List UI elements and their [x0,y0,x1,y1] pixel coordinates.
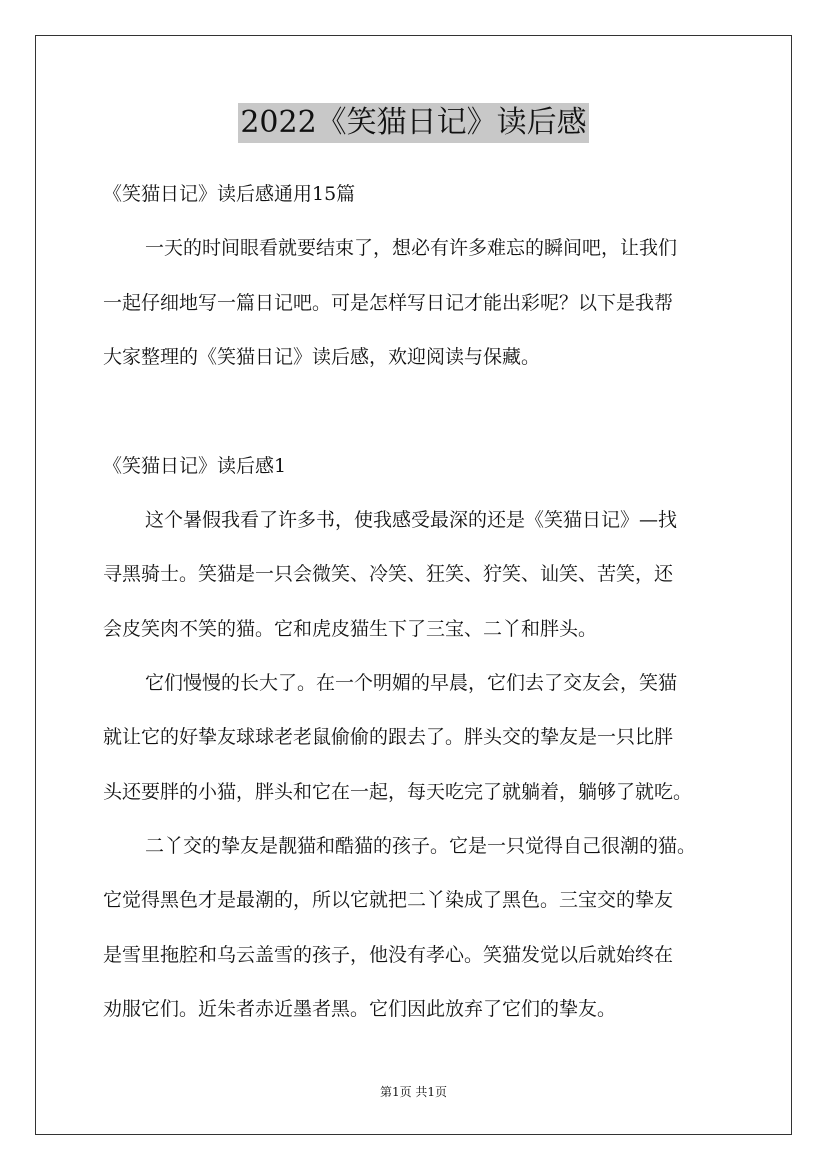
intro-line-2: 一起仔细地写一篇日记吧。可是怎样写日记才能出彩呢？以下是我帮 [103,292,674,314]
page-footer: 第1页 共1页 [379,1085,448,1099]
paragraph2-line-2: 就让它的好挚友球球老老鼠偷偷的跟去了。胖头交的挚友是一只比胖 [103,726,674,748]
intro-line-1: 一天的时间眼看就要结束了，想必有许多难忘的瞬间吧，让我们 [145,237,678,259]
paragraph2-line-3: 头还要胖的小猫，胖头和它在一起，每天吃完了就躺着，躺够了就吃。 [103,781,693,803]
paragraph3-line-4: 劝服它们。近朱者赤近墨者黑。它们因此放弃了它们的挚友。 [103,998,617,1020]
paragraph1-line-3: 会皮笑肉不笑的猫。它和虎皮猫生下了三宝、二丫和胖头。 [103,618,598,640]
section-heading: 《笑猫日记》读后感1 [103,455,287,477]
paragraph1-line-2: 寻黑骑士。笑猫是一只会微笑、冷笑、狂笑、狞笑、讪笑、苦笑，还 [103,563,674,585]
document-title: 2022《笑猫日记》读后感 [238,103,588,143]
title-wrap [0,103,827,143]
paragraph2-line-1: 它们慢慢的长大了。在一个明媚的早晨，它们去了交友会，笑猫 [145,672,678,694]
paragraph1-line-1: 这个暑假我看了许多书，使我感受最深的还是《笑猫日记》—找 [145,509,678,531]
intro-line-3: 大家整理的《笑猫日记》读后感，欢迎阅读与保藏。 [103,346,541,368]
paragraph3-line-3: 是雪里拖腔和乌云盖雪的孩子，他没有孝心。笑猫发觉以后就始终在 [103,944,674,966]
paragraph3-line-2: 它觉得黑色才是最潮的，所以它就把二丫染成了黑色。三宝交的挚友 [103,889,674,911]
document-subtitle: 《笑猫日记》读后感通用15篇 [103,183,356,205]
paragraph3-line-1: 二丫交的挚友是靓猫和酷猫的孩子。它是一只觉得自己很潮的猫。 [145,835,697,857]
